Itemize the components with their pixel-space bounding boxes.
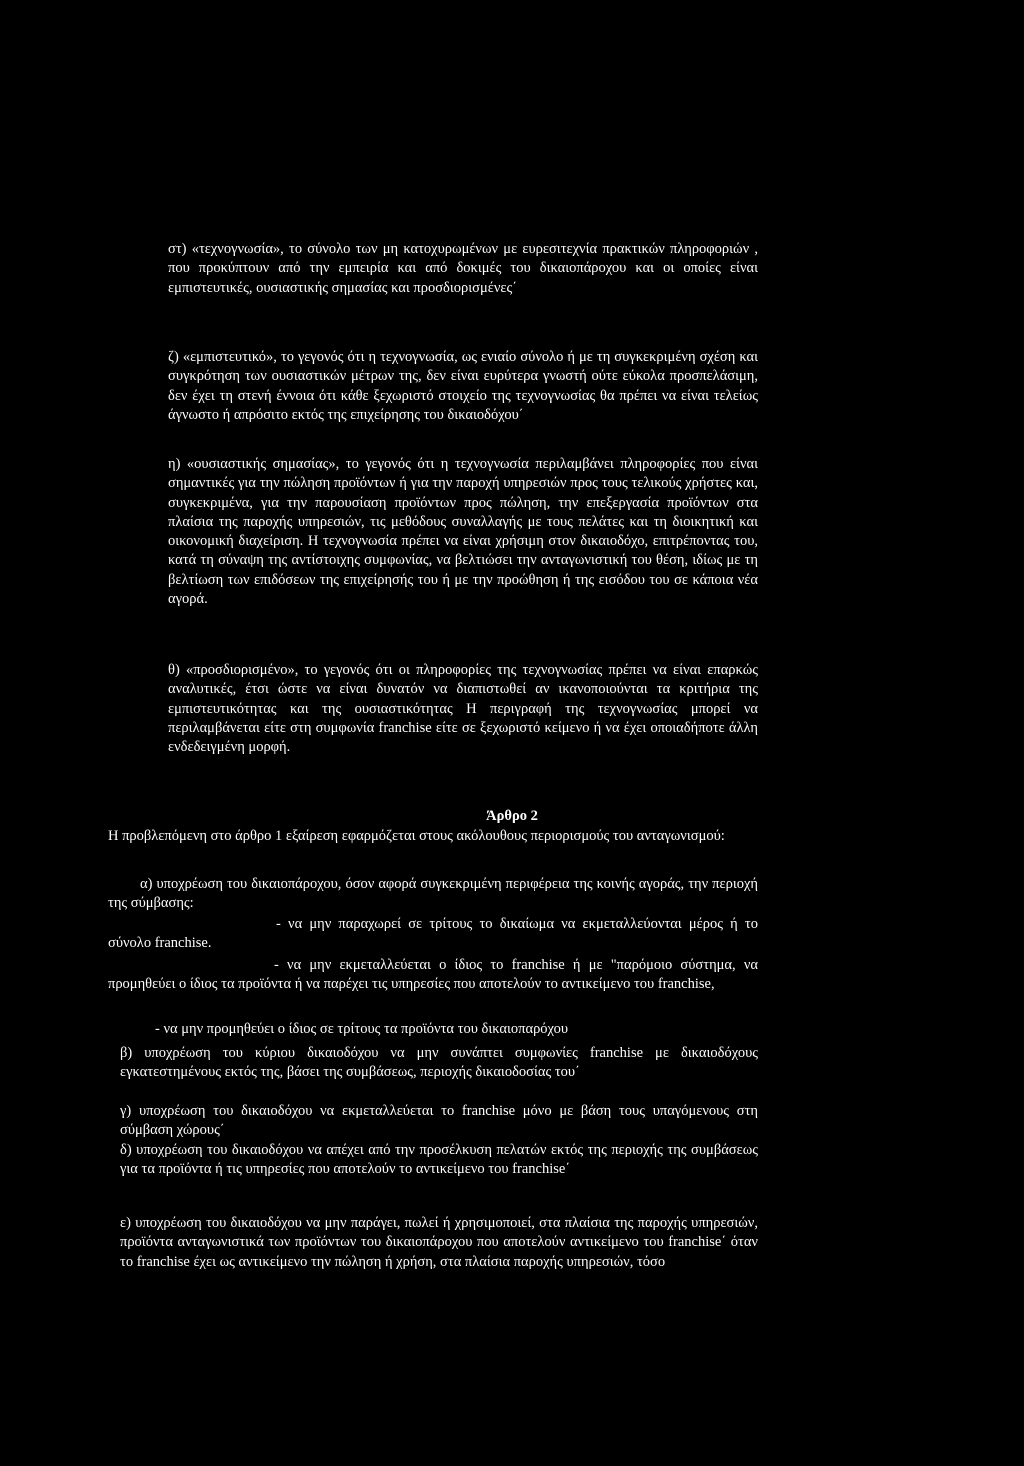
article-item-d: δ) υποχρέωση του δικαιοδόχου να απέχει από την προσέλκυση πελατών εκτός της περιοχής της συμβάσεως για τα προϊόντα ή τις υπηρεσίες που αποτελούν το αντικείμενο του franchise΄ bbox=[120, 1142, 758, 1178]
article-intro: Η προβλεπόμενη στο άρθρο 1 εξαίρεση εφαρμόζεται στους ακόλουθους περιορισμούς του ανταγωνισμού: bbox=[108, 828, 725, 844]
definition-st: στ) «τεχνογνωσία», το σύνολο των μη κατοχυρωμένων με ευρεσιτεχνία πρακτικών πληροφοριών , που προκύπτουν από την εμπειρία και από δοκιμές του δικαιοπάροχου και οι οποίες είναι εμπιστευτικές, ουσιαστικής σημασίας και προσδιορισμένες΄ bbox=[168, 241, 758, 296]
article-item-b: β) υποχρέωση του κύριου δικαιοδόχου να μην συνάπτει συμφωνίες franchise με δικαιοδόχους εγκατεστημένους εκτός της, βάσει της συμβάσεως, περιοχής δικαιοδοσίας του΄ bbox=[120, 1045, 758, 1081]
definition-z: ζ) «εμπιστευτικό», το γεγονός ότι η τεχνογνωσία, ως ενιαίο σύνολο ή με τη συγκεκριμένη σχέση και συγκρότηση των ουσιαστικών μέτρων της, δεν είναι ευρύτερα γνωστή ούτε εύκολα προσπελάσιμη, δεν έχει τη στενή έννοια ότι κάθε ξεχωριστό στοιχείο της τεχνογνωσίας θα πρέπει να είναι τελείως άγνωστο ή απρόσιτο εκτός της επιχείρησης του δικαιοδόχου΄ bbox=[168, 349, 758, 423]
article-item-e: ε) υποχρέωση του δικαιοδόχου να μην παράγει, πωλεί ή χρησιμοποιεί, στα πλαίσια της παροχής υπηρεσιών, προϊόντα ανταγωνιστικά των προϊόντων του δικαιοπάροχου που αποτελούν αντικείμενο του franchise΄ όταν το franchise έχει ως αντικείμενο την πώληση ή χρήση, στα πλαίσια παροχής υπηρεσιών, τόσο bbox=[120, 1215, 758, 1270]
article-heading: Άρθρο 2 bbox=[486, 808, 538, 824]
article-item-g: γ) υποχρέωση του δικαιοδόχου να εκμεταλλεύεται το franchise μόνο με βάση τους υπαγόμενους στη σύμβαση χώρους΄ bbox=[120, 1103, 758, 1139]
article-item-a-dash-1: - να μην παραχωρεί σε τρίτους το δικαίωμα να εκμεταλλεύονται μέρος ή το σύνολο franchise. bbox=[108, 916, 758, 952]
article-item-a: α) υποχρέωση του δικαιοπάροχου, όσον αφορά συγκεκριμένη περιφέρεια της κοινής αγοράς, την περιοχή της σύμβασης: bbox=[108, 876, 758, 912]
article-item-a-dash-2: - να μην εκμεταλλεύεται ο ίδιος το franchise ή με "παρόμοιο σύστημα, να προμηθεύει ο ίδιος τα προϊόντα ή να παρέχει τις υπηρεσίες που αποτελούν το αντικείμενο του franchise, bbox=[108, 957, 758, 993]
definition-i: η) «ουσιαστικής σημασίας», το γεγονός ότι η τεχνογνωσία περιλαμβάνει πληροφορίες που είναι σημαντικές για την πώληση προϊόντων ή για την παροχή υπηρεσιών προς τους τελικούς χρήστες και, συγκεκριμένα, για την παρουσίαση προϊόντων προς πώληση, την επεξεργασία προϊόντων στα πλαίσια της παροχής υπηρεσιών, τις μεθόδους συναλλαγής με τους πελάτες και τη διοικητική και οικονομική διαχείριση. Η τεχνογνωσία πρέπει να είναι χρήσιμη στον δικαιοδόχο, επιτρέποντας του, κατά τη σύναψη της αντίστοιχης συμφωνίας, να βελτιώσει την ανταγωνιστική του θέση, ιδίως με τη βελτίωση των επιδόσεων της επιχείρησής του ή με την προώθηση ή της εισόδου του σε κάποια νέα αγορά. bbox=[168, 456, 758, 608]
definition-th: θ) «προσδιορισμένο», το γεγονός ότι οι πληροφορίες της τεχνογνωσίας πρέπει να είναι επαρκώς αναλυτικές, έτσι ώστε να είναι δυνατόν να διαπιστωθεί αν ικανοποιούνται τα κριτήρια της εμπιστευτικότητας και της ουσιαστικότητας Η περιγραφή της τεχνογνωσίας μπορεί να περιλαμβάνεται είτε στη συμφωνία franchise είτε σε ξεχωριστό κείμενο ή να έχει οποιαδήποτε άλλη ενδεδειγμένη μορφή. bbox=[168, 662, 758, 756]
article-item-a-dash-3: - να μην προμηθεύει ο ίδιος σε τρίτους τα προϊόντα του δικαιοπαρόχου bbox=[155, 1021, 569, 1037]
